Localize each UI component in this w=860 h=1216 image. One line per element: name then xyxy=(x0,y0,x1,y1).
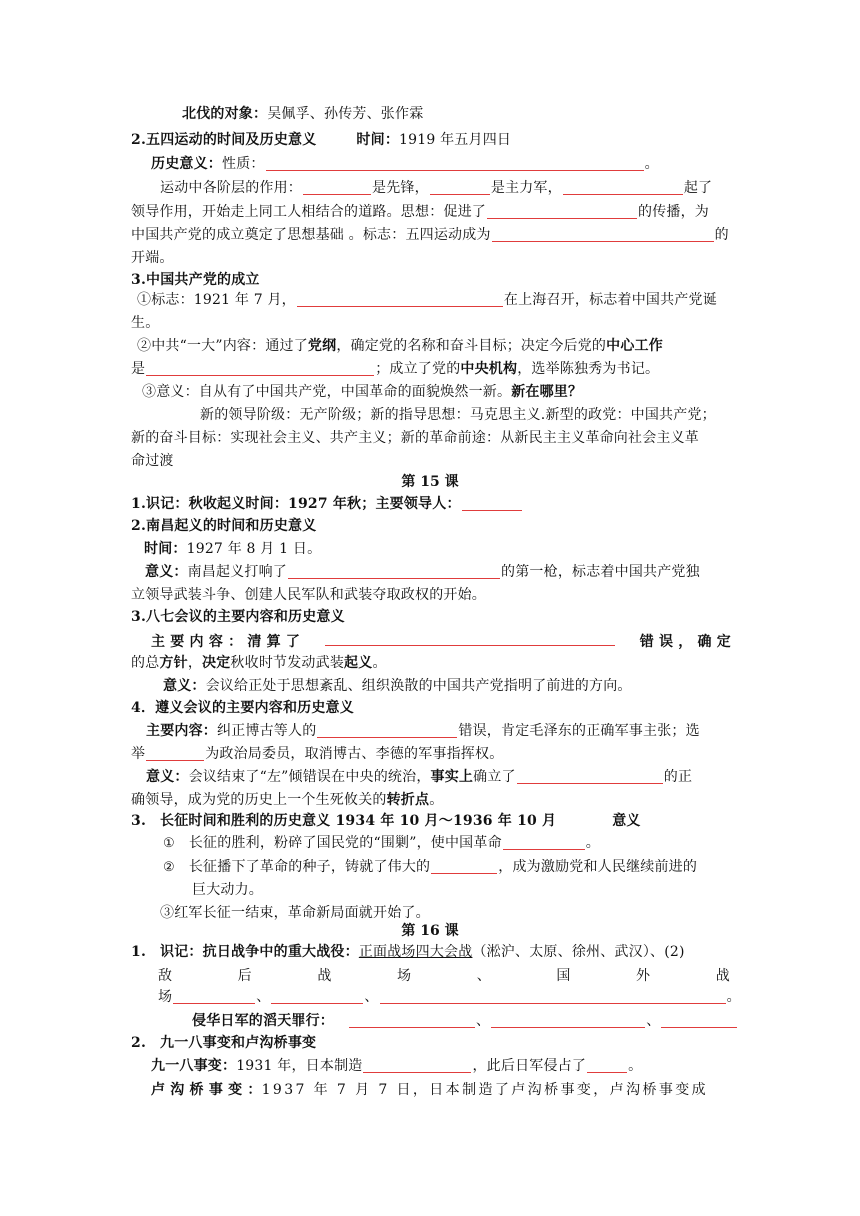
l16-text: 、 xyxy=(476,1013,491,1029)
l16-text: 1. xyxy=(131,944,147,960)
l16-text: 、 xyxy=(364,989,379,1005)
blank-established[interactable] xyxy=(517,768,663,784)
l15-text: 转折点 xyxy=(386,792,430,808)
l15-text: 意义： xyxy=(163,678,206,694)
l16-s1-l3 xyxy=(158,987,741,1007)
spread-char: 敌 xyxy=(158,968,173,984)
cpc-text: ，选举陈独秀为书记。 xyxy=(517,361,660,377)
l15-s2-meaning xyxy=(145,562,700,582)
blank-may4-nature[interactable] xyxy=(266,155,644,171)
l16-text: 九一八事变： xyxy=(151,1058,237,1074)
l16-text: 识记：抗日战争中的重大战役： xyxy=(160,944,359,960)
roles-text: 的传播，为 xyxy=(638,204,709,220)
l15-text: 事实上 xyxy=(430,769,474,785)
may4-roles-line4 xyxy=(131,248,174,268)
blank-spirit[interactable] xyxy=(431,858,497,874)
blank-leader[interactable] xyxy=(563,179,683,195)
spread-char: 战 xyxy=(715,968,730,984)
blank-vanguard[interactable] xyxy=(303,179,371,195)
l15-text: 1927 年 8 月 1 日。 xyxy=(186,541,322,557)
spread-char: 后 xyxy=(237,968,252,984)
cpc-text: 是 xyxy=(131,361,146,377)
cpc-l2b xyxy=(131,359,659,379)
may4-heading: 2.五四运动的时间及历史意义 xyxy=(131,132,317,148)
blank-turn[interactable] xyxy=(503,834,585,850)
l15-s3: 3.八七会议的主要内容和历史意义 xyxy=(131,609,345,625)
blank-87-error[interactable] xyxy=(325,630,615,646)
cpc-l6: 命过渡 xyxy=(131,453,174,469)
l15-text: 。 xyxy=(429,792,444,808)
spread-char: 战 xyxy=(317,968,332,984)
cpc-l4: 新的领导阶级：无产阶级；新的指导思想：马克思主义.新型的政党：中国共产党； xyxy=(200,407,716,423)
blank-occupied[interactable] xyxy=(587,1057,627,1073)
cpc-l1 xyxy=(137,290,717,310)
blank-crime-2[interactable] xyxy=(491,1012,645,1028)
roles-text: 运动中各阶层的作用： xyxy=(160,180,302,196)
roles-text: 领导作用，开始走上同工人相结合的道路。思想：促进了 xyxy=(131,204,486,220)
section-3-heading: 3.中国共产党的成立 xyxy=(131,272,260,288)
l16-s1-l4 xyxy=(192,1011,738,1031)
l15-s4: 4．遵义会议的主要内容和历史意义 xyxy=(131,700,354,716)
spread-char: 场 xyxy=(397,968,412,984)
may4-meaning-line xyxy=(151,154,659,174)
blank-rear-1[interactable] xyxy=(173,988,255,1004)
may4-nature-label: 性质： xyxy=(222,156,265,172)
l15-text: 方针 xyxy=(159,655,188,671)
beifa-label: 北伐的对象： xyxy=(182,106,268,122)
blank-main-force[interactable] xyxy=(430,179,490,195)
lesson-16-title: 第 16 课 xyxy=(401,923,459,939)
cpc-l5: 新的奋斗目标：实现社会主义、共产主义；新的革命前途：从新民主主义革命向社会主义革 xyxy=(131,430,699,446)
period: 。 xyxy=(644,156,659,172)
l16-text: 九一八事变和卢沟桥事变 xyxy=(160,1035,317,1051)
l15-text: 。 xyxy=(372,655,387,671)
l16-s1 xyxy=(131,942,685,962)
l15-text: 长征播下了革命的种子，铸就了伟大的 xyxy=(188,859,431,875)
l15-s4-content xyxy=(146,721,700,741)
l16-text: 。 xyxy=(726,989,741,1005)
l15-text: 时间： xyxy=(144,541,187,557)
spread-char: 外 xyxy=(636,968,651,984)
may4-roles-line1 xyxy=(160,178,712,198)
l16-text: 、 xyxy=(256,989,271,1005)
blank-918[interactable] xyxy=(363,1057,471,1073)
blank-autumn-leader[interactable] xyxy=(462,495,522,511)
l15-text: 错 误 ， 确 定 xyxy=(639,634,731,650)
may4-meaning-label: 历史意义： xyxy=(151,156,222,172)
beifa-line xyxy=(182,104,423,124)
cpc-text: ，确定党的名称和奋斗目标；决定今后党的 xyxy=(336,338,607,354)
l15-s5-i1 xyxy=(163,833,600,853)
blank-spread[interactable] xyxy=(487,203,637,219)
blank-crime-1[interactable] xyxy=(349,1012,475,1028)
l15-s4-content2 xyxy=(131,744,503,764)
l15-text: 为政治局委员，取消博古、李德的军事指挥权。 xyxy=(205,746,504,762)
l15-text: 3. xyxy=(131,813,147,829)
l16-text: 场 xyxy=(158,989,173,1005)
l15-s5-i2c: 巨大动力。 xyxy=(192,882,263,898)
roles-text: 是主力军， xyxy=(490,180,562,196)
cpc-text: ①标志：1921 年 7 月， xyxy=(137,292,296,308)
l15-text: 南昌起义打响了 xyxy=(187,564,288,580)
l16-text: 、 xyxy=(646,1013,661,1029)
cpc-text: ；成立了党的 xyxy=(375,361,461,377)
l15-s4-meaning2 xyxy=(131,790,443,810)
l15-s3-content2 xyxy=(131,653,387,673)
l15-s4-meaning xyxy=(146,767,692,787)
l15-text: 的正 xyxy=(663,769,693,785)
roles-text: 中国共产党的成立奠定了思想基础 。标志：五四运动成为 xyxy=(131,227,491,243)
l16-text: （淞沪、太原、徐州、武汉）、(2) xyxy=(472,944,685,960)
l15-text: ， xyxy=(187,655,203,671)
l15-text: 的第一枪，标志着中国共产党独 xyxy=(501,564,700,580)
l16-s2-a xyxy=(151,1056,642,1076)
blank-bogu-error[interactable] xyxy=(317,722,457,738)
cpc-text: ②中共“一大”内容：通过了 xyxy=(137,338,308,354)
blank-first-congress[interactable] xyxy=(297,291,503,307)
roles-text: 起了 xyxy=(683,180,713,196)
blank-foreign[interactable] xyxy=(380,988,726,1004)
cpc-l2 xyxy=(137,336,663,356)
beifa-text: 吴佩孚、孙传芳、张作霖 xyxy=(267,106,424,122)
l15-s1 xyxy=(131,494,523,514)
l15-text: 起义 xyxy=(344,655,373,671)
l15-s3-content xyxy=(151,630,731,650)
l15-s5-i2 xyxy=(163,857,697,877)
l15-text: 的总 xyxy=(131,655,160,671)
l16-text: 1931 年，日本制造 xyxy=(236,1058,363,1074)
l15-text: 确立了 xyxy=(473,769,516,785)
l15-text: 秋收时节发动武装 xyxy=(230,655,345,671)
l15-text: 意义 xyxy=(612,813,641,829)
blank-first-shot[interactable] xyxy=(288,563,500,579)
l16-s2 xyxy=(131,1033,316,1053)
l15-text: ① xyxy=(163,836,175,851)
blank-crime-3[interactable] xyxy=(661,1012,737,1028)
l16-s2-b xyxy=(151,1080,708,1100)
cpc-text: 在上海召开，标志着中国共产党诞 xyxy=(503,292,717,308)
l15-text: 长征时间和胜利的历史意义 1934 年 10 月～1936 年 10 月 xyxy=(160,813,557,829)
l15-text: 意义： xyxy=(145,564,188,580)
cpc-text: 中央机构 xyxy=(460,361,518,377)
l15-s5-i3: ③红军长征一结束，革命新局面就开始了。 xyxy=(160,905,430,921)
roles-text: 开端。 xyxy=(131,250,174,266)
spread-char: 国 xyxy=(556,968,571,984)
l15-text: 确领导，成为党的历史上一个生死攸关的 xyxy=(131,792,387,808)
blank-central-work[interactable] xyxy=(146,360,374,376)
l15-text: 主要内容： xyxy=(146,723,217,739)
cpc-text: 党纲 xyxy=(307,338,337,354)
l15-s3-meaning xyxy=(163,676,632,696)
cpc-text: 新在哪里？ xyxy=(511,384,583,400)
l15-text: 纠正博古等人的 xyxy=(217,723,317,739)
l15-text: ，成为激励党和人民继续前进的 xyxy=(498,859,698,875)
blank-start[interactable] xyxy=(492,226,714,242)
may4-time-label: 时间： xyxy=(356,132,400,148)
may4-roles-line2 xyxy=(131,202,709,222)
l16-text: ，此后日军侵占了 xyxy=(472,1058,587,1074)
l15-text: 1.识记：秋收起义时间：1927 年秋；主要领导人： xyxy=(131,496,461,512)
cpc-text: 中心工作 xyxy=(606,338,663,354)
l16-text: 卢 沟 桥 事 变 ： xyxy=(151,1082,262,1098)
may4-time-value: 1919 年五月四日 xyxy=(399,132,512,148)
l15-text: 举 xyxy=(131,746,146,762)
cpc-l1c: 生。 xyxy=(131,315,160,331)
l15-s2-meaning2: 立领导武装斗争、创建人民军队和武装夺取政权的开始。 xyxy=(131,587,486,603)
l15-text: 错误，肯定毛泽东的正确军事主张；选 xyxy=(458,723,700,739)
cpc-l3 xyxy=(142,382,582,402)
cpc-text: ③意义：自从有了中国共产党，中国革命的面貌焕然一新。 xyxy=(142,384,512,400)
l16-text: 。 xyxy=(628,1058,643,1074)
l16-text: 2. xyxy=(131,1035,147,1051)
l15-text: 会议给正处于思想紊乱、组织涣散的中国共产党指明了前进的方向。 xyxy=(205,678,632,694)
l15-text: 会议结束了“左”倾错误在中央的统治， xyxy=(188,769,431,785)
spread-char: 、 xyxy=(476,968,491,984)
may4-roles-line3 xyxy=(131,225,729,245)
l15-text: ② xyxy=(163,860,175,875)
l16-text: 1937 年 7 月 7 日，日本制造了卢沟桥事变，卢沟桥事变成 xyxy=(261,1082,709,1098)
l15-text: 决定 xyxy=(202,655,231,671)
roles-text: 是先锋， xyxy=(372,180,429,196)
l15-text: 主 要 内 容 ： 清 算 了 xyxy=(151,634,301,650)
l16-text: 正面战场四大会战 xyxy=(358,944,473,960)
blank-elect[interactable] xyxy=(146,745,204,761)
l16-s1-spread-line xyxy=(158,966,730,986)
roles-text: 的 xyxy=(714,227,729,243)
l15-s2: 2.南昌起义的时间和历史意义 xyxy=(131,518,317,534)
lesson-15-title: 第 15 课 xyxy=(401,474,459,490)
blank-rear-2[interactable] xyxy=(271,988,363,1004)
l15-text: 长征的胜利，粉碎了国民党的“围剿”，使中国革命 xyxy=(188,835,502,851)
l15-s2-time xyxy=(144,539,321,559)
l15-text: 意义： xyxy=(146,769,189,785)
section-2-heading xyxy=(131,130,511,150)
l15-s5 xyxy=(131,811,641,831)
l16-text: 侵华日军的滔天罪行： xyxy=(192,1013,334,1029)
l15-text: 。 xyxy=(585,835,600,851)
